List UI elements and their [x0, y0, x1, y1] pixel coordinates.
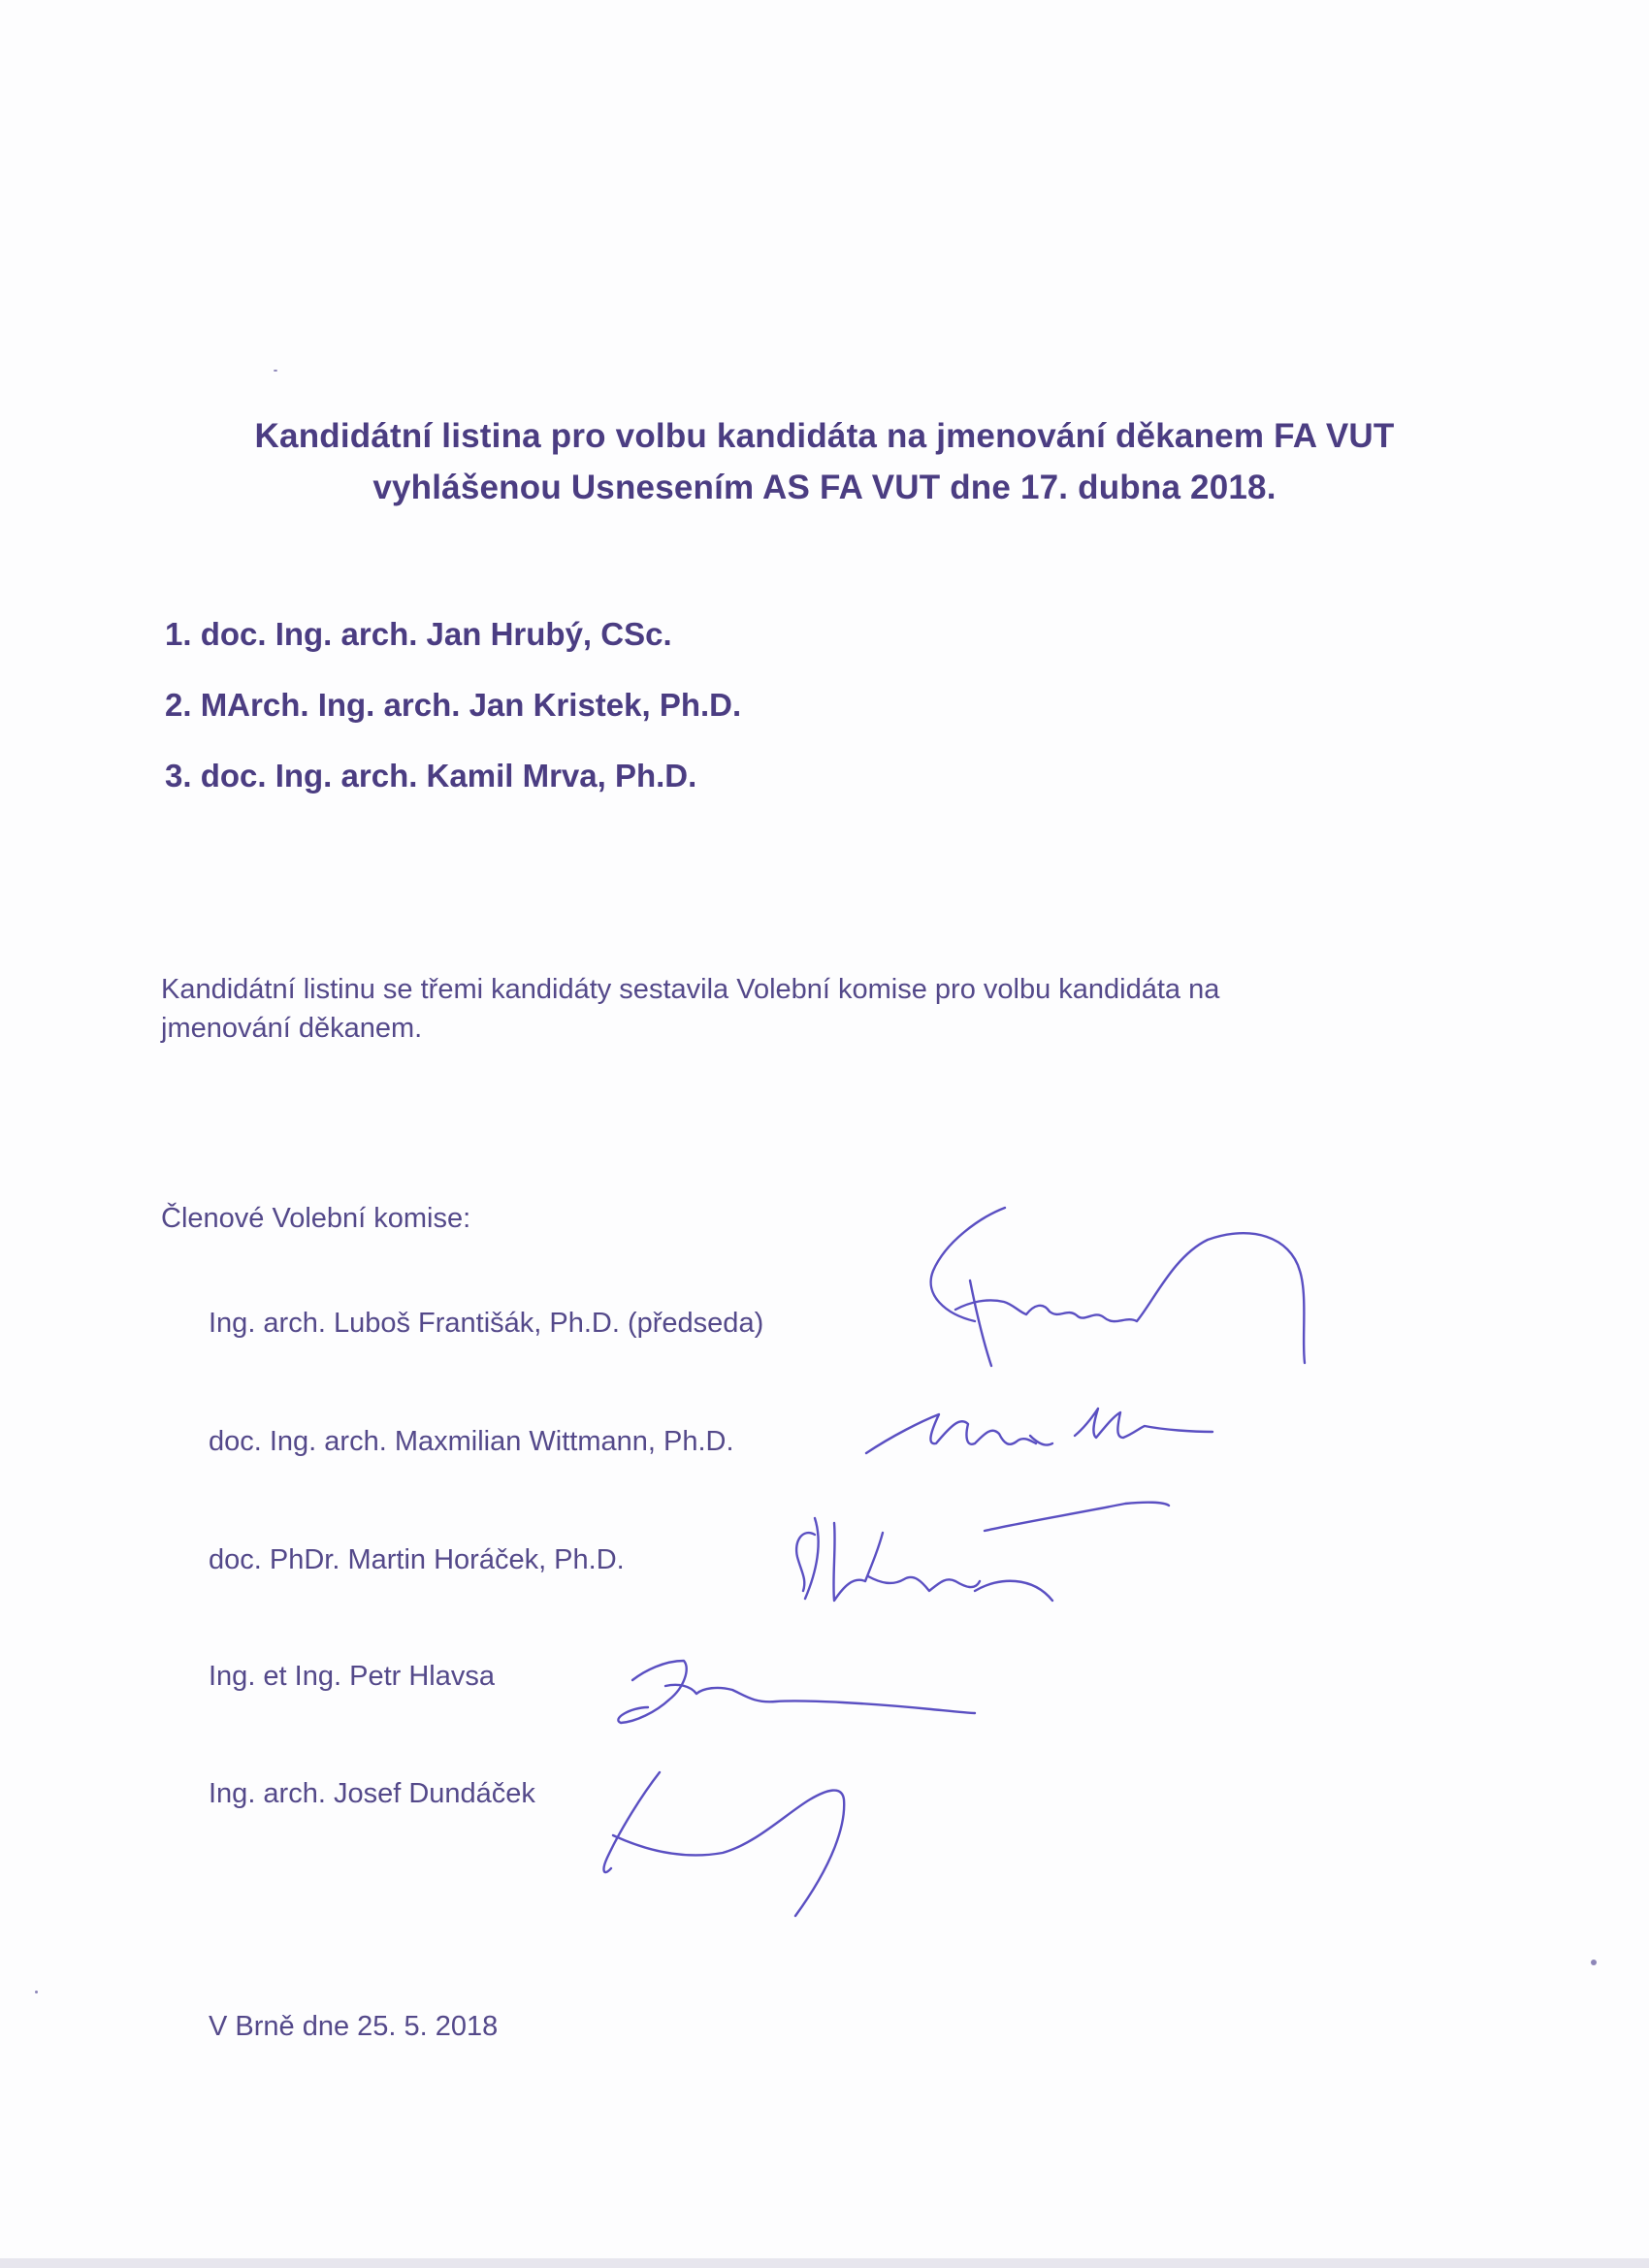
signature-4: [618, 1661, 975, 1723]
document-title-line-2: vyhlášenou Usnesením AS FA VUT dne 17. dubna 2018.: [372, 469, 1277, 506]
member-2: doc. Ing. arch. Maxmilian Wittmann, Ph.D.: [209, 1426, 734, 1457]
commission-paragraph: Kandidátní listinu se třemi kandidáty sestavila Volební komise pro volbu kandidáta na jmenování děkanem.: [161, 974, 1220, 1044]
members-heading: Členové Volební komise:: [161, 1203, 471, 1234]
signature-1: [931, 1208, 1305, 1366]
candidate-3: 3. doc. Ing. arch. Kamil Mrva, Ph.D.: [165, 758, 697, 794]
scan-speck: [274, 370, 277, 372]
signature-2: [866, 1409, 1212, 1453]
document-title-line-1: Kandidátní listina pro volbu kandidáta na jmenování děkanem FA VUT: [254, 417, 1395, 455]
member-3: doc. PhDr. Martin Horáček, Ph.D.: [209, 1544, 625, 1575]
scan-speck: [1591, 1960, 1597, 1965]
scan-speck: [35, 1991, 38, 1993]
signature-5: [604, 1772, 845, 1916]
candidate-2: 2. MArch. Ing. arch. Jan Kristek, Ph.D.: [165, 687, 742, 723]
candidate-1: 1. doc. Ing. arch. Jan Hrubý, CSc.: [165, 616, 672, 652]
signature-3: [796, 1503, 1169, 1601]
scan-bottom-edge: [0, 2258, 1649, 2268]
member-4: Ing. et Ing. Petr Hlavsa: [209, 1661, 495, 1692]
place-and-date: V Brně dne 25. 5. 2018: [209, 2011, 499, 2042]
member-5: Ing. arch. Josef Dundáček: [209, 1778, 535, 1809]
member-1: Ing. arch. Luboš Františák, Ph.D. (předseda): [209, 1308, 764, 1339]
